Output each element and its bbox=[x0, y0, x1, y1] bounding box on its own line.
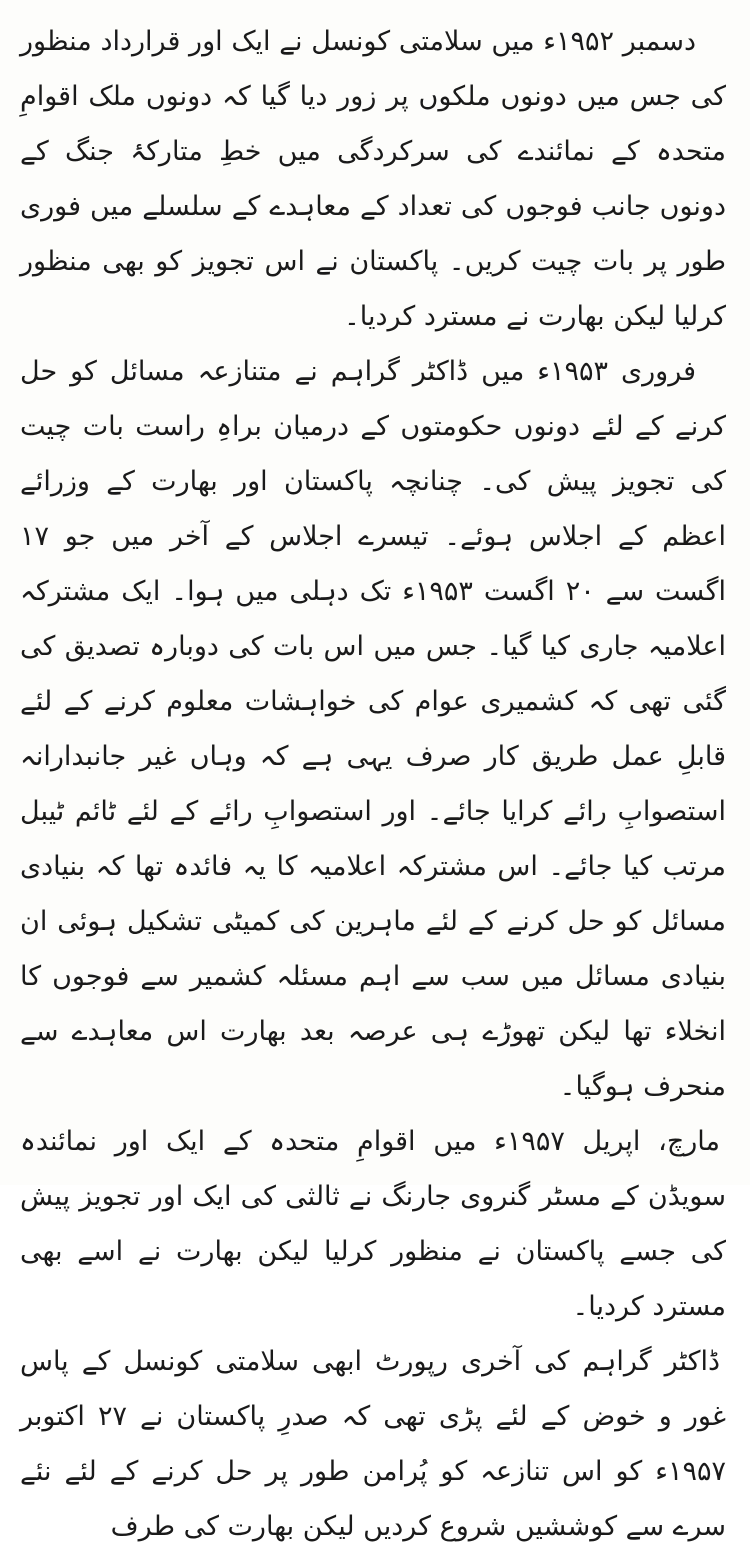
paragraph-graham-final-report: ڈاکٹر گراہم کی آخری رپورٹ ابھی سلامتی کونسل کے پاس غور و خوض کے لئے پڑی تھی کہ صدرِ پاکستان نے ۲۷ اکتوبر ۱۹۵۷ء کو اس تنازعہ کو پُرامن طور پر حل کرنے کے لئے نئے سرے سے کوششیں شروع کردیں لیکن بھارت کی طرف bbox=[20, 1346, 726, 1542]
paragraph-graham-proposal-1953: فروری ۱۹۵۳ء میں ڈاکٹر گراہم نے متنازعہ مسائل کو حل کرنے کے لئے دونوں حکومتوں کے درمیان براہِ راست بات چیت کی تجویز پیش کی۔ چنانچہ پاکستان اور بھارت کے وزرائے اعظم کے اجلاس ہوئے۔ تیسرے اجلاس کے آخر میں جو ۱۷ اگست سے ۲۰ اگست ۱۹۵۳ء تک دہلی میں ہوا۔ ایک مشترکہ اعلامیہ جاری کیا گیا۔ جس میں اس بات کی دوبارہ تصدیق کی گئی تھی کہ کشمیری عوام کی خواہشات معلوم کرنے کے لئے قابلِ عمل طریق کار صرف یہی ہے کہ وہاں غیر جانبدارانہ استصوابِ رائے کرایا جائے۔ اور استصوابِ رائے کے لئے ٹائم ٹیبل مرتب کیا جائے۔ اس مشترکہ اعلامیہ کا یہ فائدہ تھا کہ بنیادی مسائل کو حل کرنے کے لئے ماہرین کی کمیٹی تشکیل ہوئی ان بنیادی مسائل میں سب سے اہم مسئلہ کشمیر سے فوجوں کا انخلاء تھا لیکن تھوڑے ہی عرصہ بعد بھارت اس معاہدے سے منحرف ہوگیا۔ bbox=[20, 356, 726, 1102]
paragraph-security-council-1952: دسمبر ۱۹۵۲ء میں سلامتی کونسل نے ایک اور قرارداد منظور کی جس میں دونوں ملکوں پر زور دیا گیا کہ دونوں ملک اقوامِ متحدہ کے نمائندے کی سرکردگی میں خطِ متارکۂ جنگ کے دونوں جانب فوجوں کی تعداد کے معاہدے کے سلسلے میں فوری طور پر بات چیت کریں۔ پاکستان نے اس تجویز کو بھی منظور کرلیا لیکن بھارت نے مسترد کردیا۔ bbox=[20, 26, 726, 332]
paragraph-jarring-1957: مارچ، اپریل ۱۹۵۷ء میں اقوامِ متحدہ کے ایک اور نمائندہ سویڈن کے مسٹر گنروی جارنگ نے ثالثی کی ایک اور تجویز پیش کی جسے پاکستان نے منظور کرلیا لیکن بھارت نے اسے بھی مسترد کردیا۔ bbox=[20, 1126, 726, 1322]
document-body bbox=[20, 14, 726, 1554]
